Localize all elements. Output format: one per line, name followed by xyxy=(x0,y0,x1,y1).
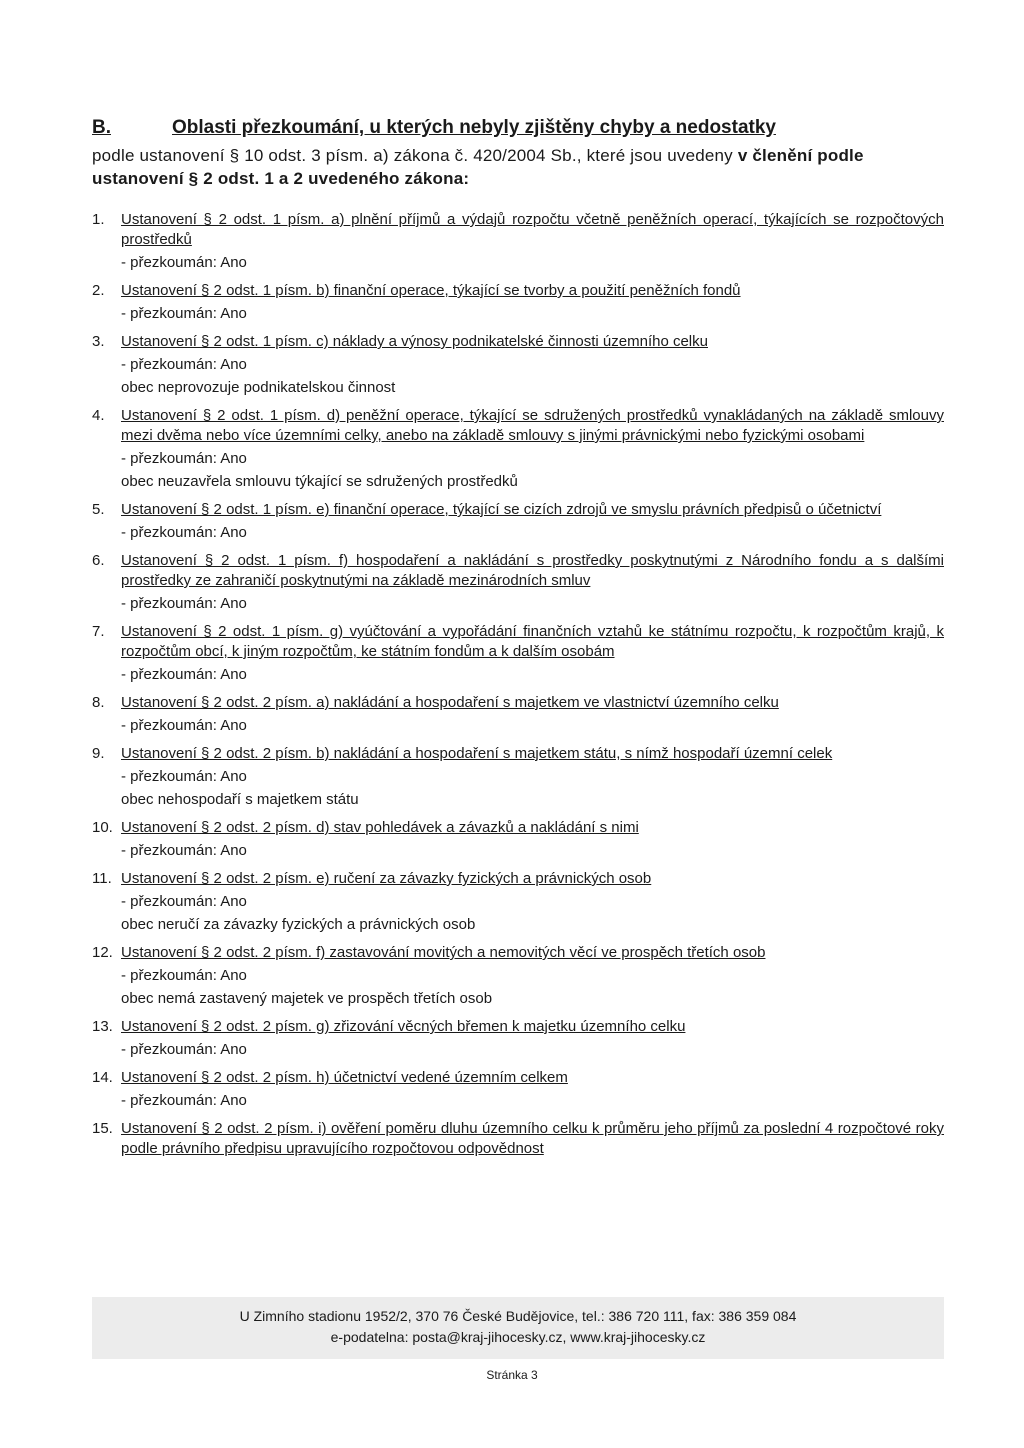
list-item xyxy=(92,500,944,543)
item-number: 5. xyxy=(92,501,105,518)
item-reviewed-status: - přezkoumán: Ano xyxy=(121,893,247,910)
list-item xyxy=(92,1119,944,1159)
item-number: 3. xyxy=(92,333,105,350)
item-body xyxy=(121,406,944,492)
document-page xyxy=(92,116,944,1167)
list-item xyxy=(92,869,944,935)
section-intro xyxy=(92,144,944,190)
item-provision: Ustanovení § 2 odst. 1 písm. b) finanční operace, týkající se tvorby a použití peněžních fondů xyxy=(121,282,741,299)
item-provision: Ustanovení § 2 odst. 1 písm. d) peněžní operace, týkající se sdružených prostředků vynakládaných na základě smlouvy mezi dvěma nebo více územními celky, anebo na základě smlouvy s jinými právnickými nebo fyzickými osobami xyxy=(121,407,944,444)
item-reviewed-status: - přezkoumán: Ano xyxy=(121,305,247,322)
item-provision: Ustanovení § 2 odst. 2 písm. g) zřizování věcných břemen k majetku územního celku xyxy=(121,1018,686,1035)
list-item xyxy=(92,622,944,685)
item-body xyxy=(121,332,944,398)
item-provision: Ustanovení § 2 odst. 2 písm. i) ověření poměru dluhu územního celku k průměru jeho příjmů za poslední 4 rozpočtové roky podle právního předpisu upravujícího rozpočtovou odpovědnost xyxy=(121,1120,944,1157)
item-body xyxy=(121,1068,944,1111)
item-reviewed-status: - přezkoumán: Ano xyxy=(121,967,247,984)
list-item xyxy=(92,818,944,861)
item-number: 7. xyxy=(92,623,105,640)
item-reviewed-status: - přezkoumán: Ano xyxy=(121,595,247,612)
provision-list xyxy=(92,210,944,1159)
item-note: obec neuzavřela smlouvu týkající se sdružených prostředků xyxy=(121,473,518,490)
item-number: 2. xyxy=(92,282,105,299)
item-number: 10. xyxy=(92,819,113,836)
item-provision: Ustanovení § 2 odst. 1 písm. g) vyúčtování a vypořádání finančních vztahů ke státnímu rozpočtu, k rozpočtům krajů, k rozpočtům obcí, k jiným rozpočtům, ke státním fondům a k dalším osobám xyxy=(121,623,944,660)
item-provision: Ustanovení § 2 odst. 2 písm. e) ručení za závazky fyzických a právnických osob xyxy=(121,870,652,887)
item-reviewed-status: - přezkoumán: Ano xyxy=(121,1092,247,1109)
intro-bold-text: v členění podle ustanovení § 2 odst. 1 a 2 uvedeného zákona: xyxy=(92,146,864,188)
item-provision: Ustanovení § 2 odst. 1 písm. e) finanční operace, týkající se cizích zdrojů ve smyslu právních předpisů o účetnictví xyxy=(121,501,882,518)
item-provision: Ustanovení § 2 odst. 1 písm. c) náklady a výnosy podnikatelské činnosti územního celku xyxy=(121,333,708,350)
section-heading xyxy=(92,116,944,140)
item-reviewed-status: - přezkoumán: Ano xyxy=(121,356,247,373)
item-body xyxy=(121,500,944,543)
list-item xyxy=(92,332,944,398)
list-item xyxy=(92,210,944,273)
item-number: 13. xyxy=(92,1018,113,1035)
item-body xyxy=(121,869,944,935)
item-body xyxy=(121,210,944,273)
item-number: 8. xyxy=(92,694,105,711)
item-provision: Ustanovení § 2 odst. 1 písm. a) plnění příjmů a výdajů rozpočtu včetně peněžních operací, týkajících se rozpočtových prostředků xyxy=(121,211,944,248)
item-provision: Ustanovení § 2 odst. 2 písm. d) stav pohledávek a závazků a nakládání s nimi xyxy=(121,819,639,836)
item-number: 11. xyxy=(92,870,112,887)
item-number: 9. xyxy=(92,745,105,762)
item-reviewed-status: - přezkoumán: Ano xyxy=(121,842,247,859)
item-reviewed-status: - přezkoumán: Ano xyxy=(121,254,247,271)
item-reviewed-status: - přezkoumán: Ano xyxy=(121,450,247,467)
item-body xyxy=(121,281,944,324)
footer-line-contact: e-podatelna: posta@kraj-jihocesky.cz, www.kraj-jihocesky.cz xyxy=(330,1329,706,1345)
item-reviewed-status: - přezkoumán: Ano xyxy=(121,666,247,683)
intro-text: podle ustanovení § 10 odst. 3 písm. a) zákona č. 420/2004 Sb., které jsou uvedeny xyxy=(92,146,733,165)
item-number: 1. xyxy=(92,211,105,228)
list-item xyxy=(92,1017,944,1060)
page-number: Stránka 3 xyxy=(486,1368,538,1382)
item-provision: Ustanovení § 2 odst. 1 písm. f) hospodaření a nakládání s prostředky poskytnutými z Národního fondu a s dalšími prostředky ze zahraničí poskytnutými na základě mezinárodních smluv xyxy=(121,552,944,589)
item-number: 4. xyxy=(92,407,105,424)
section-letter: B. xyxy=(92,117,111,138)
item-number: 14. xyxy=(92,1069,113,1086)
item-provision: Ustanovení § 2 odst. 2 písm. b) nakládání a hospodaření s majetkem státu, s nímž hospodaří územní celek xyxy=(121,745,833,762)
item-body xyxy=(121,818,944,861)
item-body xyxy=(121,1017,944,1060)
footer-line-address: U Zimního stadionu 1952/2, 370 76 České Budějovice, tel.: 386 720 111, fax: 386 359 084 xyxy=(239,1308,797,1324)
footer-address xyxy=(92,1297,944,1359)
item-body xyxy=(121,744,944,810)
item-body xyxy=(121,693,944,736)
item-reviewed-status: - přezkoumán: Ano xyxy=(121,717,247,734)
item-provision: Ustanovení § 2 odst. 2 písm. h) účetnictví vedené územním celkem xyxy=(121,1069,568,1086)
item-body xyxy=(121,943,944,1009)
section-title: Oblasti přezkoumání, u kterých nebyly zjištěny chyby a nedostatky xyxy=(172,117,776,138)
item-number: 6. xyxy=(92,552,105,569)
list-item xyxy=(92,1068,944,1111)
list-item xyxy=(92,281,944,324)
item-note: obec neprovozuje podnikatelskou činnost xyxy=(121,379,396,396)
list-item xyxy=(92,744,944,810)
item-provision: Ustanovení § 2 odst. 2 písm. f) zastavování movitých a nemovitých věcí ve prospěch třetích osob xyxy=(121,944,766,961)
item-note: obec nemá zastavený majetek ve prospěch třetích osob xyxy=(121,990,493,1007)
item-body xyxy=(121,1119,944,1159)
item-body xyxy=(121,622,944,685)
item-body xyxy=(121,551,944,614)
item-reviewed-status: - přezkoumán: Ano xyxy=(121,1041,247,1058)
item-reviewed-status: - přezkoumán: Ano xyxy=(121,524,247,541)
item-note: obec neručí za závazky fyzických a právnických osob xyxy=(121,916,476,933)
list-item xyxy=(92,943,944,1009)
item-note: obec nehospodaří s majetkem státu xyxy=(121,791,359,808)
list-item xyxy=(92,551,944,614)
item-reviewed-status: - přezkoumán: Ano xyxy=(121,768,247,785)
item-provision: Ustanovení § 2 odst. 2 písm. a) nakládání a hospodaření s majetkem ve vlastnictví územního celku xyxy=(121,694,779,711)
item-number: 15. xyxy=(92,1120,113,1137)
list-item xyxy=(92,693,944,736)
item-number: 12. xyxy=(92,944,113,961)
list-item xyxy=(92,406,944,492)
